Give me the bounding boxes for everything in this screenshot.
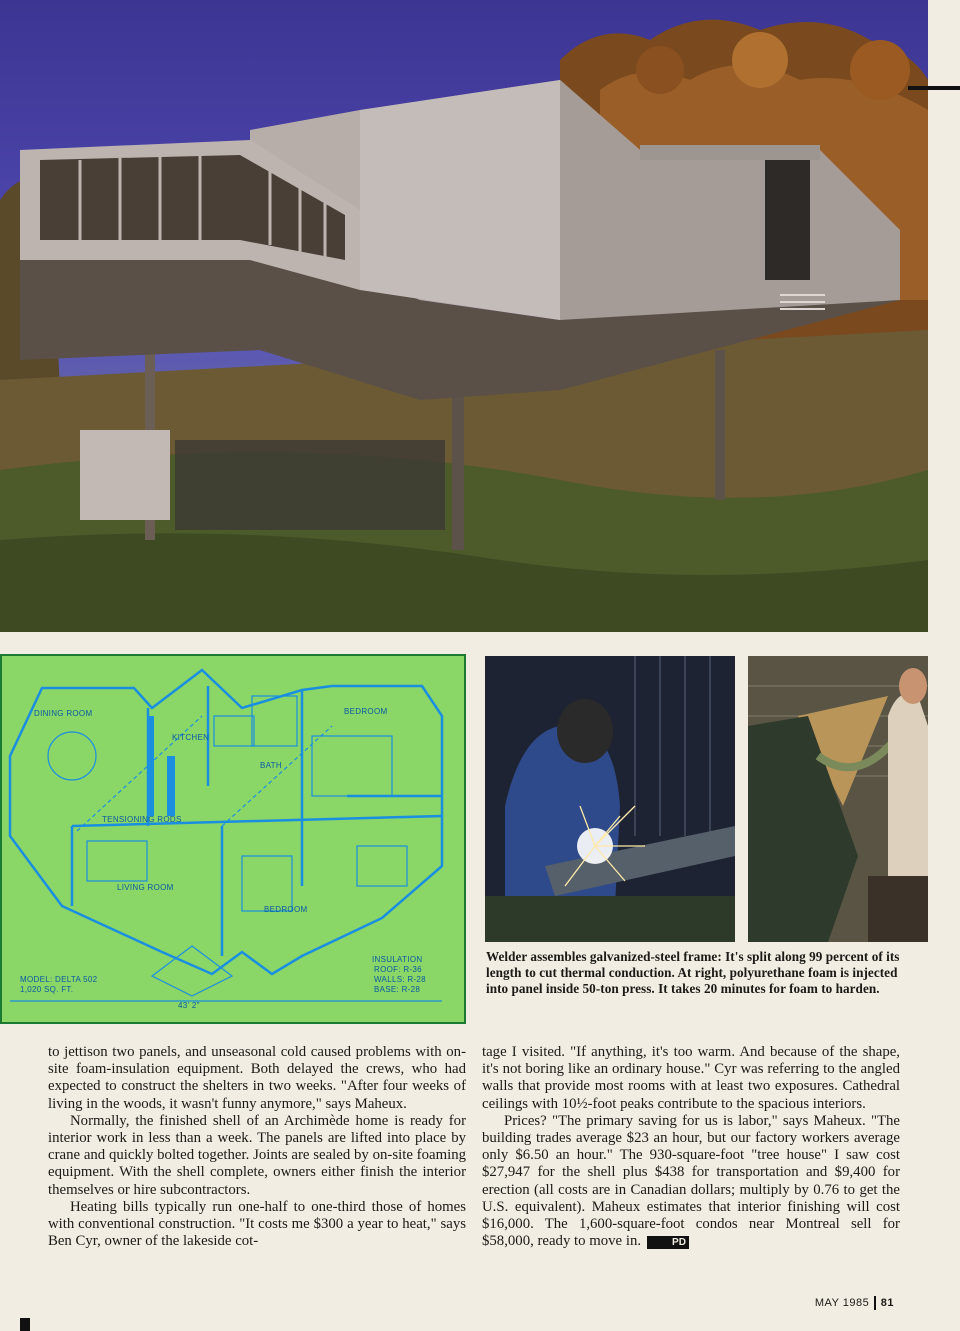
body-column-left [48,1044,466,1250]
kitchen-label: KITCHEN [172,733,210,742]
floor-plan [0,654,466,1024]
insulation-title: INSULATION [372,955,423,964]
footer-separator [874,1296,876,1310]
model-label: MODEL: DELTA 502 [20,975,98,984]
welder-photo [485,656,735,942]
page-number: 81 [880,1296,894,1309]
house-photo [0,0,928,632]
paragraph-text: Prices? "The primary saving for us is labor," says Maheux. "The building trades average $23 an hour, but our factory workers average only $6.50 an hour." The 930-square-foot "tree house" I saw cost $27,947 for the shell plus $438 for transportation and $9,400 for erection (all costs are in Canadian dollars; multiply by 0.76 to get the U.S. equivalent). Maheux estimates that interior finishing will cost $16,000. The 1,600-square-foot condos near Montreal sell for $58,000, ready to move in. [482,1112,900,1250]
paragraph: tage I visited. "If anything, it's too warm. And because of the shape, it's not boring like an ordinary house." Cyr was referring to the angled walls that provide most rooms with at least two exposures. Cathedral ceilings with 10½-foot peaks contribute to the spacious interiors. [482,1044,900,1112]
dining-room-label: DINING ROOM [34,709,93,718]
tensioning-rods-label: TENSIONING RODS [102,815,182,824]
corner-mark [20,1318,30,1331]
page-margin [928,0,960,1331]
paragraph: Heating bills typically run one-half to one-third those of homes with conventional construction. "It costs me $300 a year to heat," says Ben Cyr, owner of the lakeside cot- [48,1198,466,1250]
area-label: 1,020 SQ. FT. [20,985,74,994]
end-mark: PD [647,1236,689,1249]
paragraph [482,1113,900,1251]
living-room-label: LIVING ROOM [117,883,174,892]
insulation-roof: ROOF: R-36 [374,965,422,974]
insulation-walls: WALLS: R-28 [374,975,426,984]
dimension-label: 43' 2" [178,1001,200,1010]
insulation-base: BASE: R-28 [374,985,421,994]
bedroom-top-label: BEDROOM [344,707,388,716]
margin-rule [908,86,960,90]
body-column-right [482,1044,900,1250]
issue-date: MAY 1985 [814,1296,870,1309]
bedroom-bottom-label: BEDROOM [264,905,308,914]
bath-label: BATH [260,761,282,770]
paragraph: to jettison two panels, and unseasonal cold caused problems with on-site foam-insulation equipment. Both delayed the crews, who had expected to construct the shelters in two weeks. "After four weeks of living in the woods, it wasn't funny anymore," says Maheux. [48,1044,466,1112]
paragraph: Normally, the finished shell of an Archimède home is ready for interior work in less than a week. The panels are lifted into place by crane and quickly bolted together. Joints are sealed by on-site foaming equipment. With the shell complete, owners either finish the interior themselves or hire subcontractors. [48,1112,466,1198]
photo-caption: Welder assembles galvanized-steel frame: It's split along 99 percent of its length to cut thermal conduction. At right, polyurethane foam is injected into panel inside 50-ton press. It takes 20 minutes for foam to harden. [486,949,900,996]
foam-press-photo [748,656,928,942]
page-footer [815,1296,894,1310]
